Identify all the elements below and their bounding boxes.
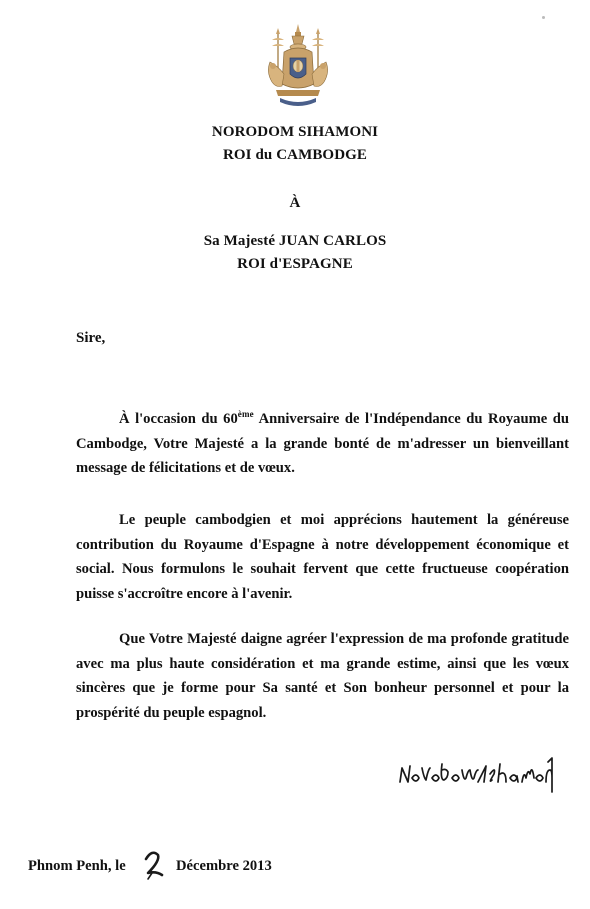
paragraph-1-ordinal: ème <box>237 409 254 419</box>
paragraph-1-after: Anniversaire de l'Indépendance du Royaume du Cambodge, Votre Majesté a la grande bonté de m'adresser un bienveillant message de félicitations et de vœux. <box>76 411 569 476</box>
paragraph-3: Que Votre Majesté daigne agréer l'expression de ma profonde gratitude avec ma plus haute considération et ma grande estime, ainsi que les vœux sincères que je forme pour Sa santé et Son bonheur personnel et pour la prospérité du peuple espagnol. <box>76 631 569 721</box>
scan-speck <box>542 16 545 19</box>
recipient-title: ROI d'ESPAGNE <box>237 256 353 272</box>
sender-name: NORODOM SIHAMONI <box>211 124 379 140</box>
handwritten-day <box>140 847 166 881</box>
paragraph-1-before: À l'occasion du 60 <box>119 411 238 427</box>
paragraph-2: Le peuple cambodgien et moi apprécions hautement la généreuse contribution du Royaume d'Espagne à notre développement économique et social. Nous formulons le souhait fervent que cette fructueuse coopération puisse s'accroître encore à l'avenir. <box>76 512 569 602</box>
date-month-year: Décembre 2013 <box>176 858 272 874</box>
salutation: Sire, <box>76 330 106 346</box>
paragraph-1 <box>76 402 569 481</box>
sender-title: ROI du CAMBODGE <box>222 147 368 163</box>
handwritten-signature <box>396 752 556 796</box>
recipient-name: Sa Majesté JUAN CARLOS <box>203 233 387 249</box>
royal-arms-icon <box>262 22 334 108</box>
place-of-writing: Phnom Penh, le <box>28 858 126 874</box>
addressed-to-mark: À <box>289 195 301 211</box>
